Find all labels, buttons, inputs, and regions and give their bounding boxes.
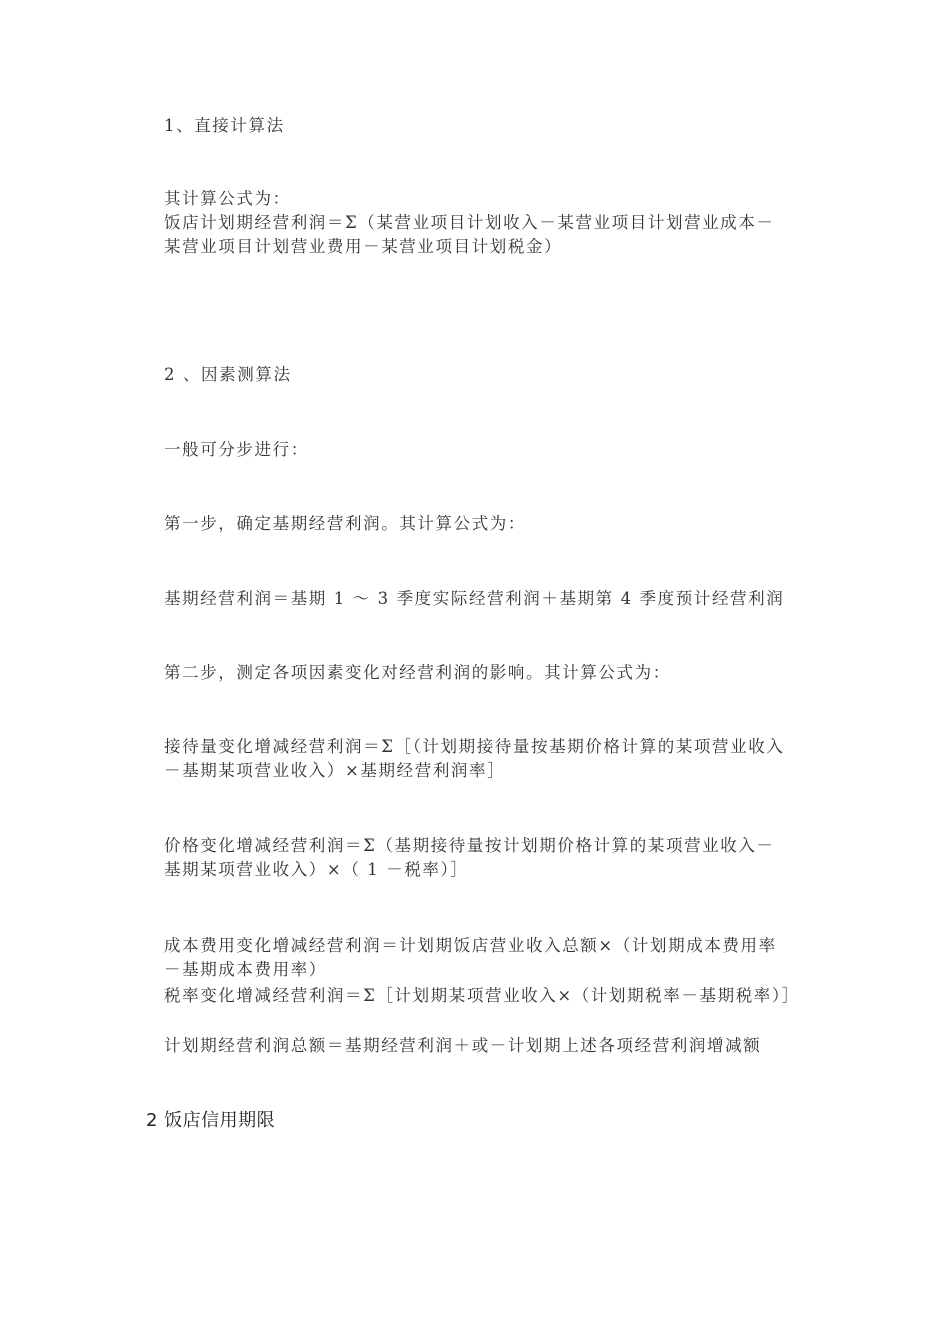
step-two-text: 第二步，测定各项因素变化对经营利润的影响。其计算公式为： bbox=[164, 663, 671, 682]
formula-cost-change: 成本费用变化增减经营利润＝计划期饭店营业收入总额×（计划期成本费用率－基期成本费用率） bbox=[164, 936, 777, 979]
formula-intro: 其计算公式为： bbox=[164, 189, 291, 208]
formula-reception-volume: 接待量变化增减经营利润＝Σ［（计划期接待量按基期价格计算的某项营业收入－基期某项营业收入）×基期经营利润率］ bbox=[164, 737, 785, 780]
section-heading-direct-calculation: 1、直接计算法 bbox=[164, 116, 285, 135]
steps-intro: 一般可分步进行： bbox=[164, 440, 309, 459]
step-one-text: 第一步，确定基期经营利润。其计算公式为： bbox=[164, 514, 526, 533]
step-one-formula: 基期经营利润＝基期 1 ～ 3 季度实际经营利润＋基期第 4 季度预计经营利润 bbox=[164, 589, 785, 608]
section-heading-credit-period: 2 饭店信用期限 bbox=[146, 1110, 276, 1131]
formula-tax-change: 税率变化增减经营利润＝Σ［计划期某项营业收入×（计划期税率－基期税率）］ bbox=[164, 986, 800, 1005]
formula-total-profit: 计划期经营利润总额＝基期经营利润＋或－计划期上述各项经营利润增减额 bbox=[164, 1036, 762, 1055]
formula-operating-profit: 饭店计划期经营利润＝Σ（某营业项目计划收入－某营业项目计划营业成本－某营业项目计划营业费用－某营业项目计划税金） bbox=[164, 213, 775, 256]
formula-price-change: 价格变化增减经营利润＝Σ（基期接待量按计划期价格计算的某项营业收入－基期某项营业收入）×（ 1 －税率）］ bbox=[164, 836, 775, 879]
section-heading-factor-estimation: 2 、因素测算法 bbox=[164, 365, 292, 384]
